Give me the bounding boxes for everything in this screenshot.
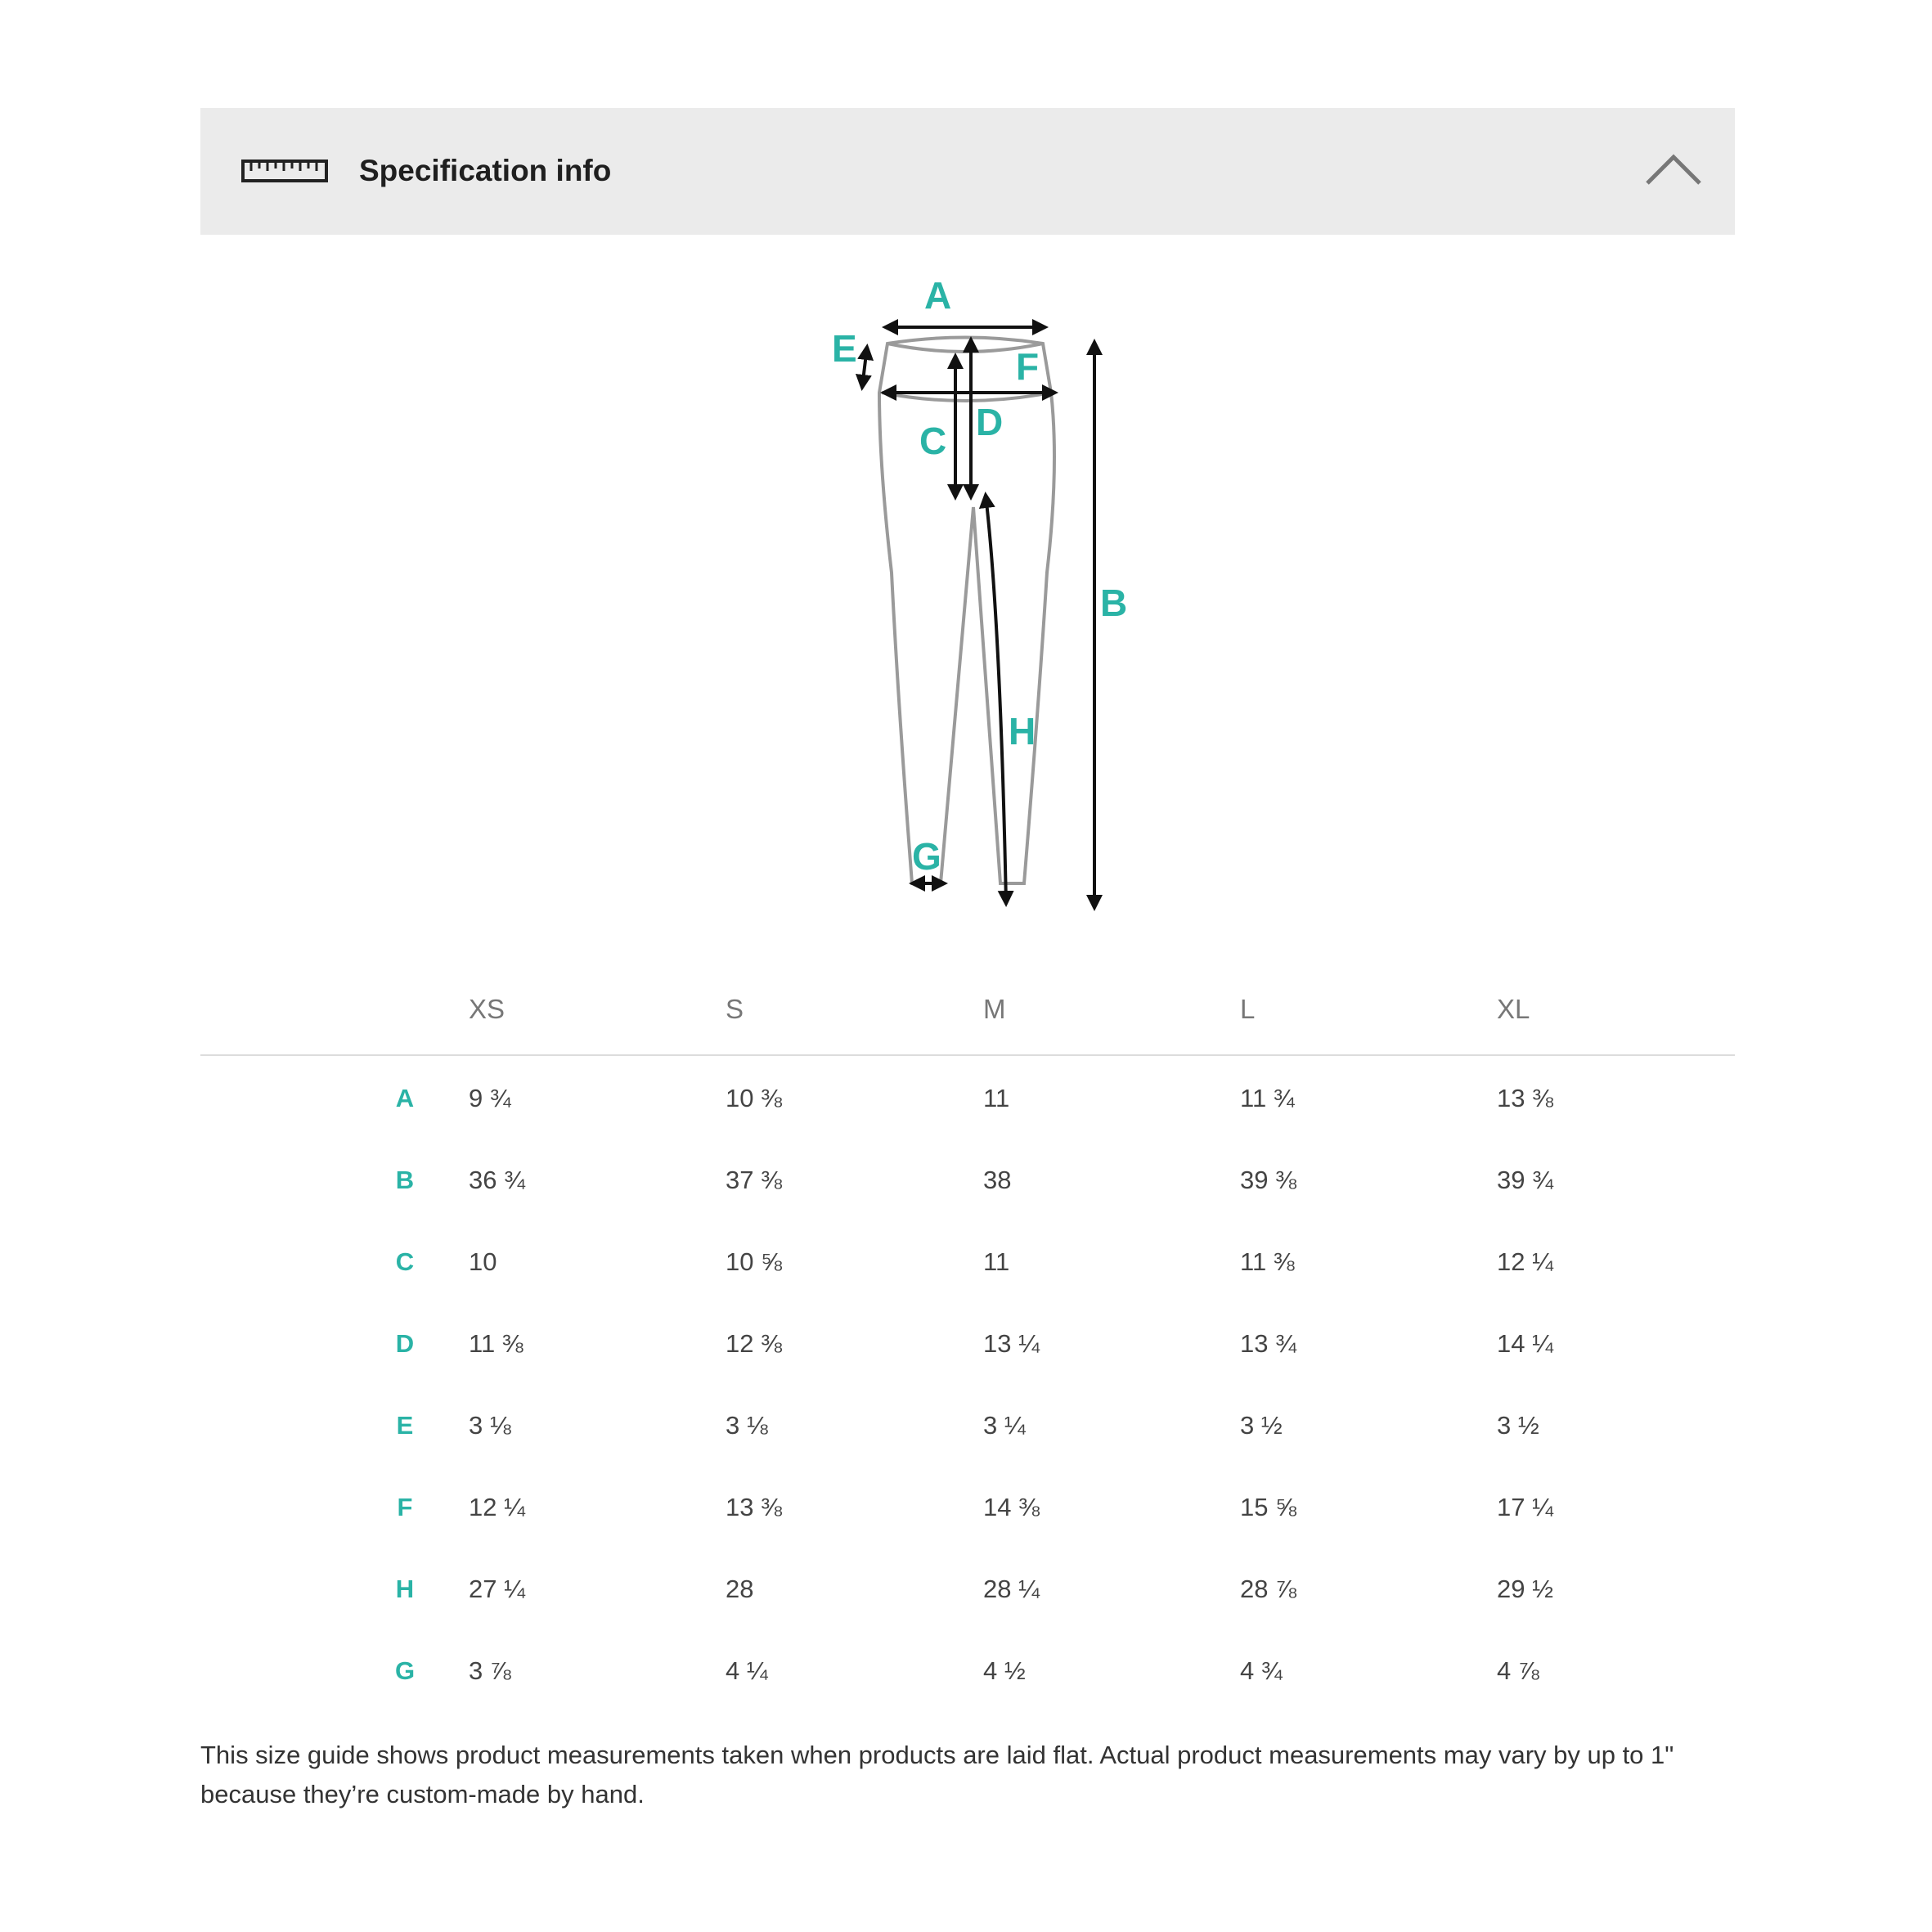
table-cell: 11 ⅜ <box>1240 1247 1295 1276</box>
leggings-outline <box>879 338 1054 884</box>
row-label-h: H <box>395 1575 415 1603</box>
label-e: E <box>832 327 857 370</box>
table-cell: 13 ¼ <box>983 1329 1040 1358</box>
table-cell: 11 ¾ <box>1240 1084 1295 1112</box>
table-cell: 4 ½ <box>983 1656 1026 1685</box>
table-cell: 4 ¾ <box>1240 1656 1283 1685</box>
table-cell: 3 ⅛ <box>726 1411 768 1440</box>
table-cell: 13 ⅜ <box>1497 1084 1553 1112</box>
size-col-xs: XS <box>469 994 505 1024</box>
table-cell: 11 <box>983 1084 1010 1112</box>
table-cell: 14 ⅜ <box>983 1493 1040 1521</box>
label-a: A <box>924 278 952 317</box>
size-col-xl: XL <box>1497 994 1530 1024</box>
label-d: D <box>976 401 1004 443</box>
chevron-up-icon[interactable] <box>1644 151 1703 188</box>
table-cell: 10 ⅜ <box>726 1084 782 1112</box>
row-label-g: G <box>394 1656 416 1685</box>
ruler-icon <box>241 159 328 183</box>
table-cell: 29 ½ <box>1497 1575 1553 1603</box>
table-cell: 12 ¼ <box>1497 1247 1553 1276</box>
row-label-c: C <box>395 1247 415 1276</box>
size-guide-note: This size guide shows product measurements taken when products are laid flat. Actual product measurements may vary by up to 1" because they’re custom-made by hand. <box>200 1741 1674 1808</box>
row-label-f: F <box>397 1493 413 1521</box>
table-divider <box>200 1054 1735 1056</box>
spec-header[interactable] <box>200 108 1735 235</box>
row-label-d: D <box>395 1329 415 1358</box>
label-g: G <box>912 835 941 878</box>
size-col-l: L <box>1240 994 1256 1024</box>
table-cell: 17 ¼ <box>1497 1493 1553 1521</box>
table-cell: 4 ⅞ <box>1497 1656 1539 1685</box>
table-cell: 13 ⅜ <box>726 1493 782 1521</box>
table-cell: 39 ¾ <box>1497 1166 1553 1194</box>
row-label-b: B <box>395 1166 415 1194</box>
row-label-e: E <box>396 1411 414 1440</box>
label-h: H <box>1009 710 1036 753</box>
table-cell: 37 ⅜ <box>726 1166 782 1194</box>
leggings-diagram <box>810 278 1137 916</box>
table-cell: 28 ¼ <box>983 1575 1040 1603</box>
row-label-a: A <box>395 1084 415 1112</box>
table-cell: 3 ⅞ <box>469 1656 511 1685</box>
table-cell: 12 ⅜ <box>726 1329 782 1358</box>
table-cell: 15 ⅝ <box>1240 1493 1296 1521</box>
table-cell: 3 ½ <box>1497 1411 1539 1440</box>
size-col-m: M <box>983 994 1006 1024</box>
table-cell: 9 ¾ <box>469 1084 511 1112</box>
table-cell: 38 <box>983 1166 1012 1194</box>
table-cell: 39 ⅜ <box>1240 1166 1296 1194</box>
table-cell: 11 ⅜ <box>469 1329 523 1358</box>
table-cell: 12 ¼ <box>469 1493 525 1521</box>
table-cell: 3 ½ <box>1240 1411 1283 1440</box>
table-cell: 28 ⅞ <box>1240 1575 1296 1603</box>
table-cell: 3 ¼ <box>983 1411 1026 1440</box>
table-cell: 13 ¾ <box>1240 1329 1296 1358</box>
table-cell: 27 ¼ <box>469 1575 525 1603</box>
table-cell: 3 ⅛ <box>469 1411 511 1440</box>
table-cell: 14 ¼ <box>1497 1329 1553 1358</box>
table-cell: 10 ⅝ <box>726 1247 782 1276</box>
table-cell: 10 <box>469 1247 497 1276</box>
label-b: B <box>1100 582 1128 624</box>
label-c: C <box>919 420 947 462</box>
measure-e-arrow <box>862 347 867 388</box>
section-title: Specification info <box>359 154 612 187</box>
table-cell: 4 ¼ <box>726 1656 768 1685</box>
label-f: F <box>1016 345 1040 388</box>
table-cell: 28 <box>726 1575 754 1603</box>
size-col-s: S <box>726 994 744 1024</box>
table-cell: 36 ¾ <box>469 1166 525 1194</box>
table-cell: 11 <box>983 1247 1010 1276</box>
